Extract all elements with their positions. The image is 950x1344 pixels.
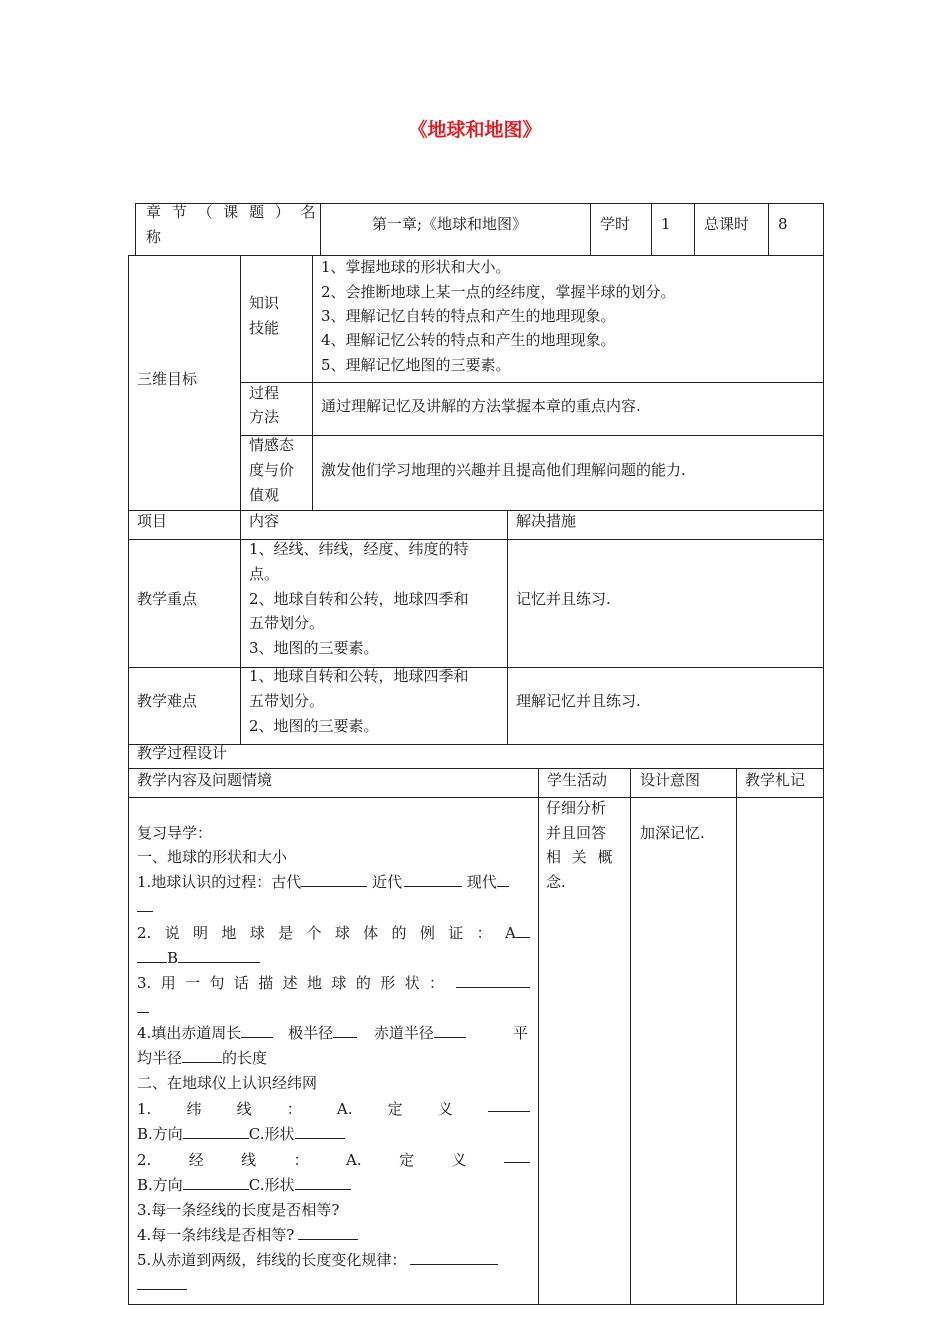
chapter-value: 第一章;《地球和地图》: [372, 215, 528, 233]
answer-blank[interactable]: [295, 1124, 345, 1139]
col-notes-header: 教学札记: [745, 771, 806, 789]
answer-blank[interactable]: [504, 1148, 530, 1163]
goals-row-border: [240, 435, 824, 436]
student-activity-line: 相 关 概: [546, 848, 613, 866]
question-1: 1.地球认识的过程：古代 近代 现代: [137, 870, 509, 895]
answer-blank[interactable]: [137, 948, 167, 963]
table-left-border: [128, 255, 129, 1305]
key-points-line: 1、经线、纬线，经度、纬度的特: [249, 540, 469, 558]
process-header-border: [128, 797, 824, 798]
question-9-cont: [137, 1273, 187, 1298]
col-content-header: 教学内容及问题情境: [137, 771, 273, 789]
chapter-label: [146, 200, 316, 225]
answer-blank[interactable]: [301, 872, 367, 887]
question-3-cont: [137, 996, 149, 1021]
question-5-cont: B.方向 C.形状: [137, 1122, 345, 1147]
total-hours-value: 8: [778, 215, 788, 233]
answer-blank[interactable]: [516, 923, 530, 938]
answer-blank[interactable]: [456, 973, 530, 988]
process-design-label: 教学过程设计: [137, 744, 228, 762]
answer-blank[interactable]: [137, 998, 149, 1013]
review-label: 复习导学：: [137, 824, 213, 842]
document-title: 《地球和地图》: [408, 119, 542, 141]
header-divider: [590, 203, 591, 255]
answer-blank[interactable]: [214, 948, 260, 963]
key-points-line: 2、地球自转和公转，地球四季和: [249, 590, 469, 608]
question-6-cont: B.方向 C.形状: [137, 1173, 351, 1198]
student-activity-line: 并且回答: [546, 824, 607, 842]
design-intent: 加深记忆.: [640, 824, 705, 842]
emotion-text: 激发他们学习地理的兴趣并且提高他们理解问题的能力.: [321, 461, 686, 479]
knowledge-label: 技能: [249, 319, 280, 337]
section1-title: 一、地球的形状和大小: [137, 848, 288, 866]
header-divider: [320, 203, 321, 255]
knowledge-item: 5、理解记忆地图的三要素。: [321, 356, 511, 374]
answer-blank[interactable]: [333, 1023, 357, 1038]
knowledge-label: 知识: [249, 294, 280, 312]
process-divider: [538, 768, 539, 1304]
col-student-header: 学生活动: [547, 771, 608, 789]
question-6: 2. 经 线 ： A. 定 义: [137, 1148, 530, 1173]
difficult-points-line: 2、地图的三要素。: [249, 717, 379, 735]
question-4: 4.填出赤道周长 极半径 赤道半径 平: [137, 1024, 528, 1042]
answer-blank[interactable]: [182, 1048, 222, 1063]
question-1-cont: [137, 895, 153, 920]
project-divider: [507, 510, 508, 744]
hours-value: 1: [661, 215, 671, 233]
goals-row-border: [240, 382, 824, 383]
chapter-label-line1: 章 节 （ 课 题 ） 名: [146, 203, 316, 221]
question-2-cont: B: [137, 946, 260, 971]
table-bottom-border: [128, 1304, 824, 1305]
project-col-measure: 解决措施: [516, 512, 577, 530]
answer-blank[interactable]: [137, 1275, 187, 1290]
question-4-cont: 均半径 的长度: [137, 1049, 268, 1067]
chapter-label-line2: 称: [146, 228, 162, 246]
answer-blank[interactable]: [488, 1097, 530, 1112]
knowledge-item: 3、理解记忆自转的特点和产生的地理现象。: [321, 307, 616, 325]
answer-blank[interactable]: [295, 1175, 351, 1190]
difficult-points-line: 五带划分。: [249, 692, 325, 710]
key-points-border: [128, 667, 824, 668]
project-col-item: 项目: [137, 512, 168, 530]
question-9: 5.从赤道到两级，纬线的长度变化规律：: [137, 1248, 498, 1273]
answer-blank[interactable]: [434, 1023, 466, 1038]
key-points-label: 教学重点: [137, 590, 198, 608]
question-2: 2. 说 明 地 球 是 个 球 体 的 例 证 ： A: [137, 921, 530, 946]
answer-blank[interactable]: [497, 872, 509, 887]
student-activity-line: 仔细分析: [546, 799, 607, 817]
header-right-border: [823, 203, 824, 255]
knowledge-item: 4、理解记忆公转的特点和产生的地理现象。: [321, 331, 616, 349]
difficult-points-measure: 理解记忆并且练习.: [516, 692, 641, 710]
goals-bottom-border: [128, 510, 824, 511]
student-activity-line: 念.: [546, 873, 566, 891]
emotion-label: 情感态: [249, 436, 295, 454]
answer-blank[interactable]: [137, 897, 153, 912]
header-divider: [768, 203, 769, 255]
answer-blank[interactable]: [178, 948, 214, 963]
answer-blank[interactable]: [298, 1225, 358, 1240]
section2-title: 二、在地球仪上认识经纬网: [137, 1074, 318, 1092]
question-8: 4.每一条纬线是否相等?: [137, 1223, 358, 1248]
difficult-points-border: [128, 744, 824, 745]
answer-blank[interactable]: [183, 1175, 249, 1190]
process-label: 过程: [249, 384, 280, 402]
key-points-line: 五带划分。: [249, 614, 325, 632]
difficult-points-line: 1、地球自转和公转，地球四季和: [249, 667, 469, 685]
knowledge-item: 1、掌握地球的形状和大小。: [321, 258, 511, 276]
process-divider: [736, 768, 737, 1304]
header-divider: [694, 203, 695, 255]
question-5: 1. 纬 线 ： A. 定 义: [137, 1097, 530, 1122]
hours-label: 学时: [600, 215, 631, 233]
key-points-line: 点。: [249, 565, 280, 583]
answer-blank[interactable]: [241, 1023, 273, 1038]
project-row-border: [128, 539, 824, 540]
process-text: 通过理解记忆及讲解的方法掌握本章的重点内容.: [321, 397, 641, 415]
emotion-label: 度与价: [249, 461, 295, 479]
answer-blank[interactable]: [183, 1124, 249, 1139]
key-points-measure: 记忆并且练习.: [516, 590, 611, 608]
goals-label: 三维目标: [137, 370, 198, 388]
project-divider: [240, 510, 241, 744]
header-left-border: [135, 203, 136, 255]
project-col-content: 内容: [249, 512, 280, 530]
header-divider: [651, 203, 652, 255]
process-divider: [630, 768, 631, 1304]
difficult-points-label: 教学难点: [137, 692, 198, 710]
col-intent-header: 设计意图: [640, 771, 701, 789]
emotion-label: 值观: [249, 486, 280, 504]
knowledge-item: 2、会推断地球上某一点的经纬度，掌握半球的划分。: [321, 283, 676, 301]
question-7: 3.每一条经线的长度是否相等?: [137, 1201, 340, 1219]
answer-blank[interactable]: [404, 872, 462, 887]
total-hours-label: 总课时: [704, 215, 750, 233]
key-points-line: 3、地图的三要素。: [249, 639, 379, 657]
answer-blank[interactable]: [410, 1250, 498, 1265]
question-3: 3. 用 一 句 话 描 述 地 球 的 形 状 ：: [137, 971, 530, 996]
table-right-border: [823, 255, 824, 1305]
process-label: 方法: [249, 408, 280, 426]
